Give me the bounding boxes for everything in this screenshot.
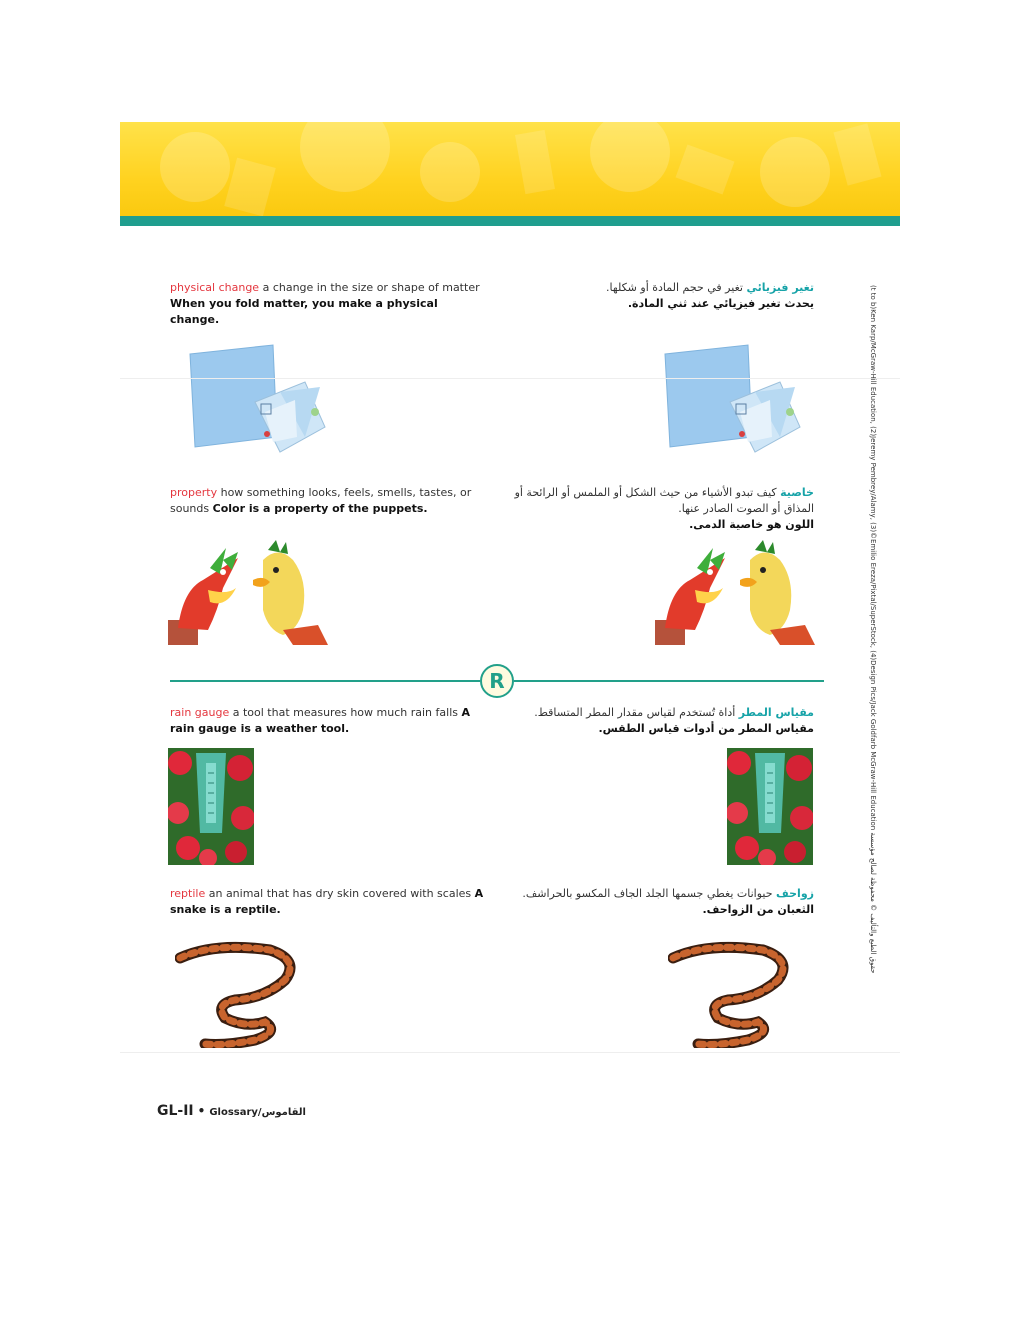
example-sentence-ar: الثعبان من الزواحف. <box>702 903 814 916</box>
example-sentence-ar: مقياس المطر من أدوات قياس الطقس. <box>598 722 814 735</box>
definition-ar: حيوانات يغطي جسمها الجلد الجاف المكسو بالحراشف. <box>522 887 773 900</box>
rain-gauge-image-ar <box>727 748 813 865</box>
divider <box>120 378 900 379</box>
page-code: GL-II <box>157 1103 194 1119</box>
puppets-image <box>168 540 328 645</box>
term-en: property <box>170 486 218 499</box>
definition-ar: أداة تُستخدم لقياس مقدار المطر المتساقط. <box>534 706 736 719</box>
definition-en: a tool that measures how much rain falls <box>232 706 458 719</box>
folded-paper-image-ar <box>660 342 810 457</box>
credit-text: (t to b)Ken Karp/McGraw-Hill Education, (2)Jeremy Pembrey/Alamy, (3)©Emilio Ereza/Pixtal/SuperStock, (4)Design Pics/Jack Goldfarb McGraw-Hill Education حقوق الطبع والتأليف © محفوظة لصالح مؤسسة <box>869 285 877 974</box>
banner-stripe <box>120 216 900 226</box>
example-sentence-en: When you fold matter, you make a physical change. <box>170 297 438 326</box>
example-sentence-en: Color is a property of the puppets. <box>212 502 428 515</box>
entry-rain-gauge-ar <box>500 705 814 737</box>
definition-en: how something looks, feels, smells, tastes, or sounds <box>170 486 472 515</box>
term-ar: مقياس المطر <box>738 706 814 719</box>
entry-physical-change-ar <box>500 280 814 312</box>
folded-paper-image <box>185 342 335 457</box>
footer-label: Glossary/القاموس <box>209 1107 306 1118</box>
example-sentence-ar: اللون هو خاصية الدمى. <box>689 518 814 531</box>
entry-property-ar <box>500 485 814 533</box>
entry-property-en <box>170 485 490 517</box>
term-en: rain gauge <box>170 706 230 719</box>
term-en: reptile <box>170 887 206 900</box>
entry-reptile-ar <box>500 886 814 918</box>
header-banner <box>120 122 900 220</box>
entry-rain-gauge-en <box>170 705 490 737</box>
section-rule-right <box>514 680 824 682</box>
definition-en: an animal that has dry skin covered with scales <box>208 887 472 900</box>
term-ar: خاصية <box>780 486 814 499</box>
example-sentence-ar: يحدث تغير فيزيائي عند ثني المادة. <box>627 297 814 310</box>
snake-image-ar <box>668 940 803 1048</box>
rain-gauge-image <box>168 748 254 865</box>
definition-ar: تغير في حجم المادة أو شكلها. <box>606 281 743 294</box>
section-rule-left <box>170 680 480 682</box>
page-footer <box>157 1103 306 1119</box>
puppets-image-ar <box>655 540 815 645</box>
example-sentence-en: A rain gauge is a weather tool. <box>170 706 470 735</box>
section-letter-badge: R <box>480 664 514 698</box>
definition-ar: كيف تبدو الأشياء من حيث الشكل أو الملمس أو الرائحة أو المذاق أو الصوت الصادر عنها. <box>514 486 814 515</box>
definition-en: a change in the size or shape of matter <box>262 281 480 294</box>
credit-line <box>867 285 879 1075</box>
divider <box>120 1052 900 1053</box>
term-ar: زواحف <box>776 887 814 900</box>
footer-separator: • <box>197 1104 206 1118</box>
snake-image <box>175 940 310 1048</box>
term-en: physical change <box>170 281 260 294</box>
term-ar: تغير فيزيائي <box>746 281 814 294</box>
entry-reptile-en <box>170 886 490 918</box>
entry-physical-change-en <box>170 280 490 328</box>
example-sentence-en: A snake is a reptile. <box>170 887 484 916</box>
